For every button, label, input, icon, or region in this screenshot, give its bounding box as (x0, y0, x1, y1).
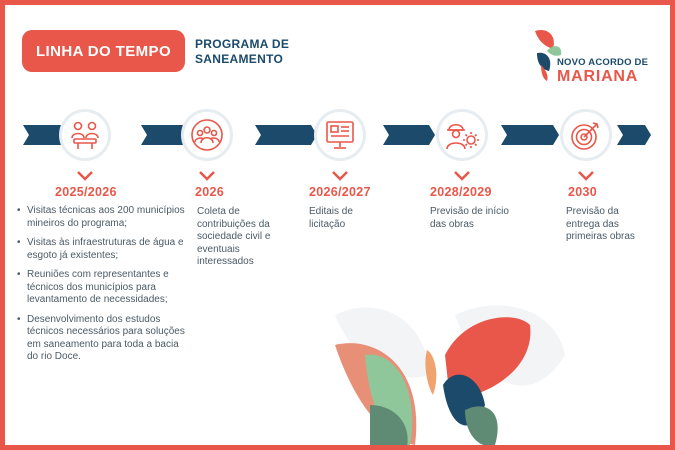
timeline-node-2 (181, 109, 233, 161)
timeline-year-2: 2026 (195, 185, 225, 199)
target-icon (569, 118, 603, 152)
page-subtitle: PROGRAMA DE SANEAMENTO (195, 37, 290, 66)
chevron-down-icon (77, 171, 93, 181)
chevron-down-icon (199, 171, 215, 181)
list-item: • Visitas às infraestruturas de água e esgoto já existentes; (17, 237, 187, 262)
chevron-down-icon (454, 171, 470, 181)
logo-text-line2: MARIANA (557, 68, 639, 85)
list-item: • Visitas técnicas aos 200 municípios mineiros do programa; (17, 205, 187, 230)
infographic-card (5, 5, 670, 445)
timeline-year-5: 2030 (568, 185, 598, 199)
timeline-desc-4: Previsão de início das obras (430, 206, 509, 230)
timeline-bullet-list (17, 205, 187, 371)
timeline-year-1: 2025/2026 (55, 185, 117, 199)
timeline-desc-2: Coleta de contribuições da sociedade civil e eventuais interessados (197, 206, 271, 267)
timeline-node-1 (59, 109, 111, 161)
page-title: LINHA DO TEMPO (22, 30, 185, 72)
engineer-gear-icon (444, 118, 480, 152)
decorative-butterfly-graphic (315, 295, 575, 445)
timeline-node-3 (314, 109, 366, 161)
document-screen-icon (323, 118, 357, 152)
chevron-down-icon (578, 171, 594, 181)
chevron-down-icon (332, 171, 348, 181)
list-item: • Desenvolvimento dos estudos técnicos necessários para soluções em saneamento para toda a bacia do rio Doce. (17, 314, 187, 364)
community-group-icon (190, 118, 224, 152)
timeline-year-3: 2026/2027 (309, 185, 371, 199)
timeline-node-4 (436, 109, 488, 161)
timeline-year-4: 2028/2029 (430, 185, 492, 199)
logo (533, 23, 663, 87)
timeline-desc-5: Previsão da entrega das primeiras obras (566, 206, 635, 242)
timeline-desc-3: Editais de licitação (309, 206, 353, 230)
timeline-node-5 (560, 109, 612, 161)
list-item: • Reuniões com representantes e técnicos dos municípios para levantamento de necessidades; (17, 269, 187, 307)
logo-text-line1: NOVO ACORDO DE (557, 57, 649, 68)
meeting-people-icon (68, 118, 102, 152)
